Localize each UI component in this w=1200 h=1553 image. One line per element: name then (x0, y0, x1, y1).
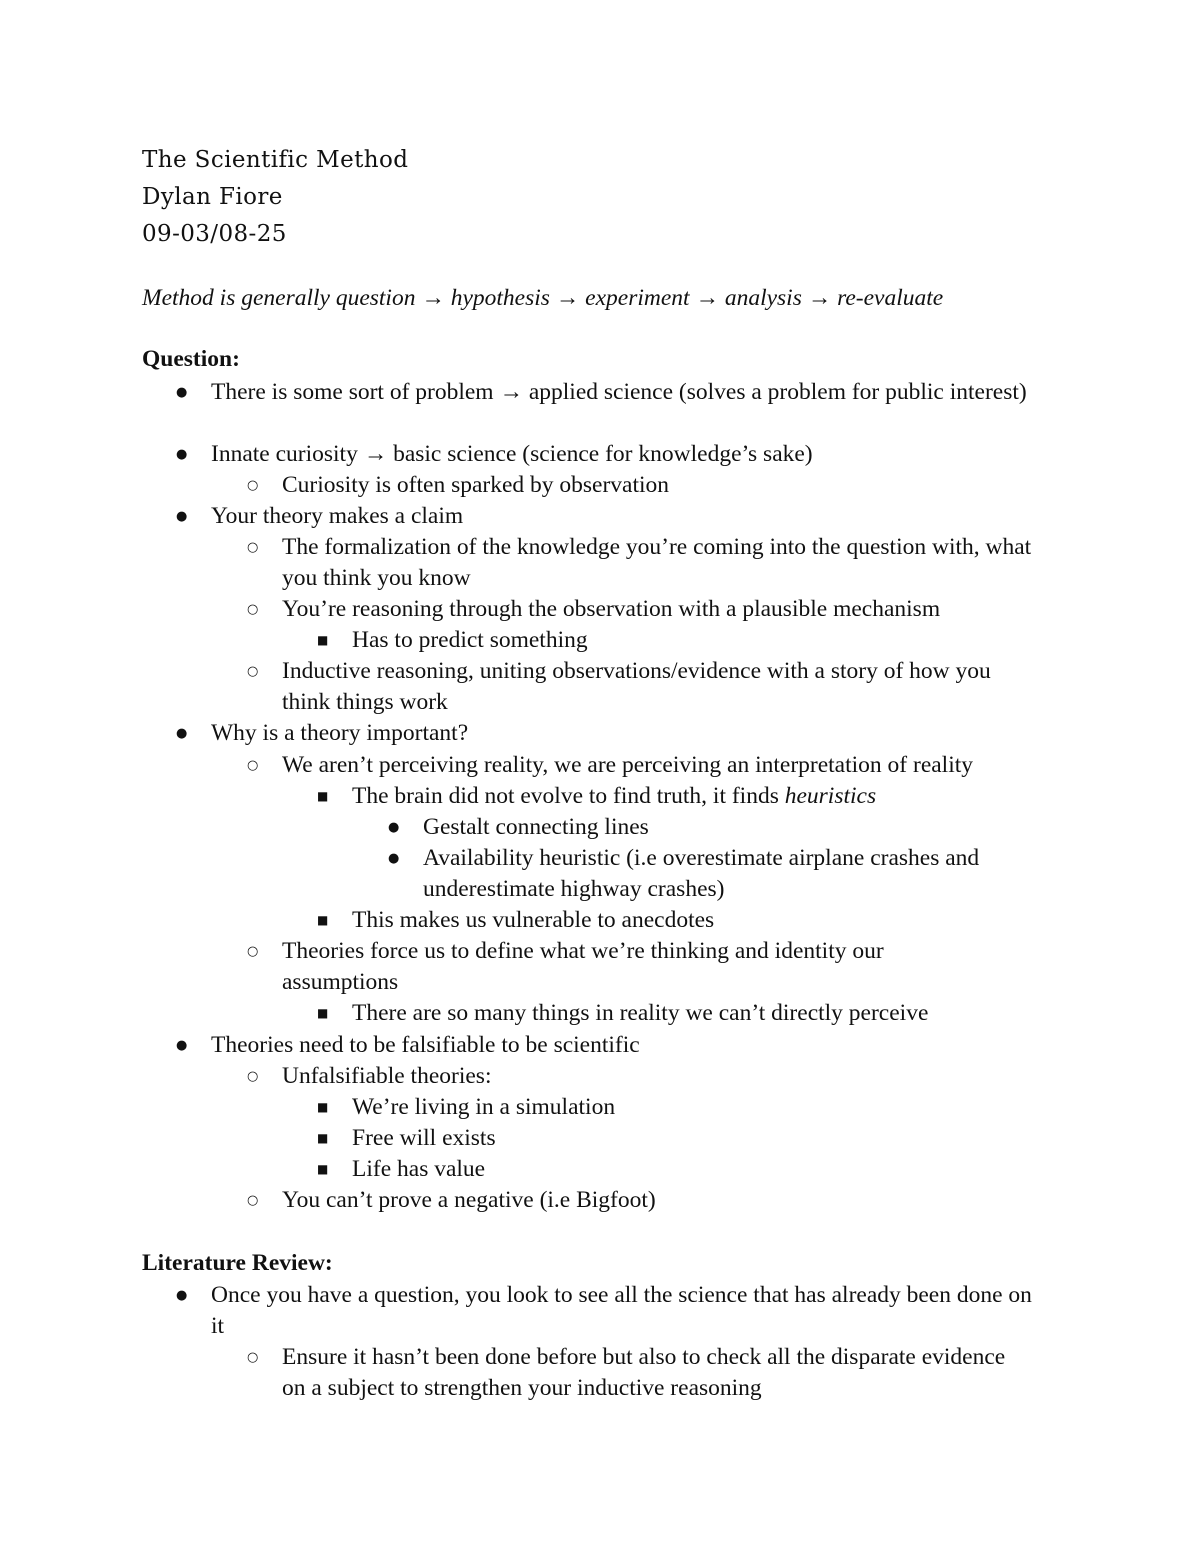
circle-bullet-icon: ○ (247, 540, 259, 555)
list-item: ■ The brain did not evolve to find truth, it finds heuristics (352, 781, 1072, 812)
document-author: Dylan Fiore (142, 184, 283, 210)
list-item: ● Availability heuristic (i.e overestimate airplane crashes and underestimate highway crashes) (388, 845, 980, 902)
circle-bullet-icon: ○ (247, 664, 259, 679)
list-item: ● Gestalt connecting lines (423, 812, 1073, 843)
section-title-question: Question: (142, 346, 240, 372)
document-header (142, 142, 408, 253)
list-item: ● Once you have a question, you look to see all the science that has already been done on it (176, 1282, 1032, 1339)
circle-bullet-icon: ○ (247, 602, 259, 617)
list-item: ● Your theory makes a claim (211, 501, 1041, 532)
square-bullet-icon: ■ (317, 1162, 329, 1176)
list-item: ■ There are so many things in reality we can’t directly perceive (352, 998, 1072, 1029)
document-title: The Scientific Method (142, 147, 409, 173)
disc-bullet-icon: ● (176, 385, 188, 400)
circle-bullet-icon: ○ (247, 1350, 259, 1365)
list-item: ● Theories need to be falsifiable to be scientific (211, 1030, 1041, 1061)
document-date: 09-03/08-25 (142, 221, 287, 247)
list-item: ○ You’re reasoning through the observation with a plausible mechanism (282, 594, 1062, 625)
disc-bullet-icon: ● (176, 1288, 188, 1303)
list-item: ■ We’re living in a simulation (352, 1092, 1052, 1123)
list-item: ● Innate curiosity → basic science (science for knowledge’s sake) (211, 439, 1041, 470)
list-item: ○ Unfalsifiable theories: (282, 1061, 1042, 1092)
list-item: ■ Life has value (352, 1154, 1052, 1185)
circle-bullet-icon: ○ (247, 944, 259, 959)
disc-bullet-icon: ● (176, 726, 188, 741)
square-bullet-icon: ■ (317, 1100, 329, 1114)
circle-bullet-icon: ○ (247, 478, 259, 493)
list-item: ● Why is a theory important? (211, 718, 1041, 749)
list-item: ○ You can’t prove a negative (i.e Bigfoot) (282, 1185, 1042, 1216)
disc-bullet-icon: ● (388, 820, 400, 835)
list-item: ■ Free will exists (352, 1123, 1052, 1154)
disc-bullet-icon: ● (176, 447, 188, 462)
disc-bullet-icon: ● (176, 509, 188, 524)
list-item: ○ The formalization of the knowledge you’re coming into the question with, what you think you know (247, 534, 1032, 591)
list-item: ■ This makes us vulnerable to anecdotes (352, 905, 1052, 936)
circle-bullet-icon: ○ (247, 758, 259, 773)
heuristics-emphasis: heuristics (784, 783, 877, 809)
square-bullet-icon: ■ (317, 913, 329, 927)
method-overview: Method is generally question → hypothesis → experiment → analysis → re-evaluate (142, 285, 944, 311)
list-item: ○ Inductive reasoning, uniting observations/evidence with a story of how you think things work (247, 658, 991, 715)
list-item: ● There is some sort of problem → applied science (solves a problem for public interest) (211, 377, 1041, 408)
list-item: ○ Theories force us to define what we’re thinking and identity our assumptions (247, 938, 884, 995)
disc-bullet-icon: ● (176, 1038, 188, 1053)
circle-bullet-icon: ○ (247, 1069, 259, 1084)
square-bullet-icon: ■ (317, 1131, 329, 1145)
list-item: ○ Curiosity is often sparked by observation (282, 470, 1062, 501)
list-item: ○ We aren’t perceiving reality, we are perceiving an interpretation of reality (282, 750, 1072, 781)
circle-bullet-icon: ○ (247, 1193, 259, 1208)
section-title-literature-review: Literature Review: (142, 1250, 333, 1276)
square-bullet-icon: ■ (317, 1006, 329, 1020)
square-bullet-icon: ■ (317, 789, 329, 803)
list-item: ○ Ensure it hasn’t been done before but also to check all the disparate evidence on a subject to strengthen your inductive reasoning (247, 1344, 1006, 1401)
square-bullet-icon: ■ (317, 633, 329, 647)
disc-bullet-icon: ● (388, 851, 400, 866)
list-item: ■ Has to predict something (352, 625, 1052, 656)
